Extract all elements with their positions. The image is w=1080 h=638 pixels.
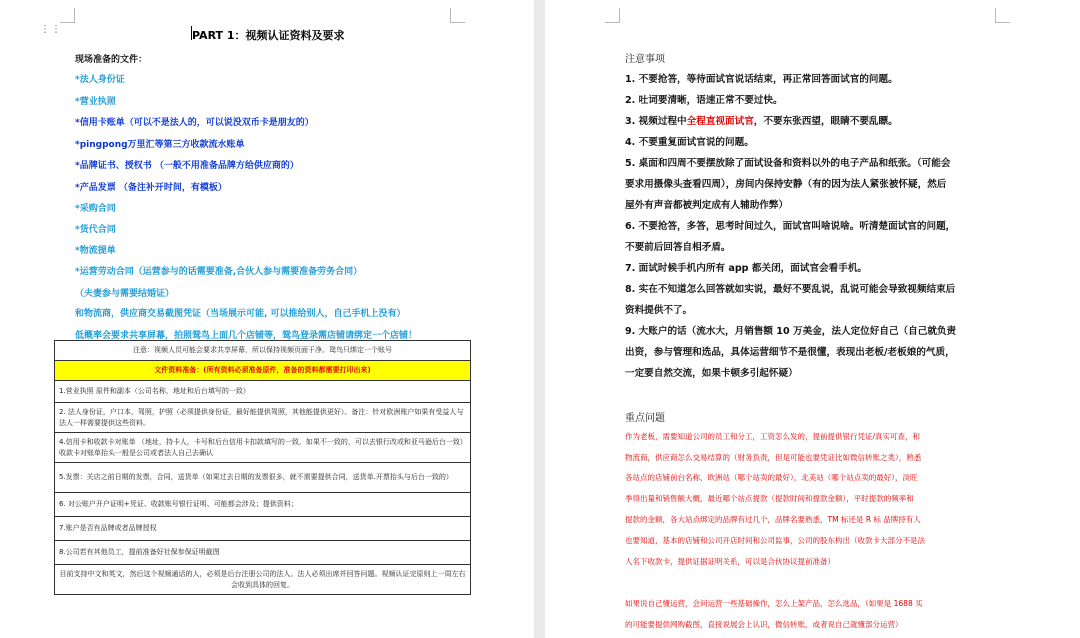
table-row	[55, 403, 471, 433]
requirements-table	[54, 340, 471, 595]
table-row	[55, 463, 471, 493]
key-question-line: 物流商，供应商怎么交易结算的（财务负责，但是可能也要凭证比如微信转账之类），熟悉	[625, 453, 922, 462]
note-line: 2. 吐词要清晰，语速正常不要过快。	[625, 95, 783, 106]
prep-item: 和物流商，供应商交易截图凭证（当场展示可能, 可以推给别人，自己手机上没有）	[75, 309, 406, 319]
table-row	[55, 341, 471, 361]
table-row	[55, 493, 471, 517]
key-question-line: 也要知道，基本的店铺和公司开店时间和公司监事，公司的股东构出（收款卡大部分不是法	[625, 536, 925, 545]
table-cell: 注意：视频人员可能会要求共享屏幕，所以保持视频页面干净。鸳鸟只绑定一个账号	[55, 341, 471, 361]
key-question-line: 的可能要提供网购截图，直接说展会上认识，微信转账，或者说自己就懂部分运营）	[625, 620, 903, 629]
key-question-line: 提款的金额，各大站点绑定的品牌有过几个，品牌名要熟悉，TM 标还是 R 标 品牌持有人	[625, 515, 921, 524]
table-cell: 2. 法人身份证，户口本，驾照，护照（必须提供身份证，最好能提供驾照，其他能提供更好）。备注：针对欧洲账户如果有受益人与法人一样需要提供这些资料。	[55, 403, 471, 433]
table-cell: 5.发票：关店之前日期的发票，合同，送货单（如果过去日期的发票很多，就不需要提供合同，送货单.开票抬头与后台一致的）	[55, 463, 471, 493]
table-cell: 1.营业执照 原件和副本（公司名称，地址和后台填写的一致）	[55, 381, 471, 403]
notes-heading: 注意事项	[625, 54, 665, 65]
key-question-line: 作为老板，需要知道公司的员工和分工，工资怎么发的，提前提供银行凭证/真实可查，和	[625, 432, 921, 441]
key-questions-heading: 重点问题	[625, 413, 665, 424]
drag-handle-icon[interactable]: ⋮⋮	[40, 24, 62, 35]
prep-item: *信用卡账单（可以不是法人的，可以说没双币卡是朋友的）	[75, 118, 314, 128]
note-line: 1. 不要抢答，等待面试官说话结束，再正常回答面试官的问题。	[625, 74, 898, 85]
key-question-line: 各站点的店铺前台名称，欧洲站（哪个站卖的最好），北美站（哪个站点卖的最好），淡旺	[625, 473, 918, 482]
key-question-line: 如果说自己懂运营，会问运营一些基础操作，怎么上架产品，怎么选品，（如果是 1688 买	[625, 599, 923, 608]
prep-item: *运营劳动合同（运营参与的话需要准备,合伙人参与需要准备劳务合同）	[75, 267, 363, 277]
table-row	[55, 361, 471, 381]
note-line: 一定要自然交流，如果卡顿多引起怀疑）	[625, 368, 798, 379]
crop-mark-top-left	[605, 8, 620, 23]
note-line: 屋外有声音都被判定成有人辅助作弊）	[625, 200, 789, 211]
table-row	[55, 541, 471, 565]
note-line: 资料提供不了。	[625, 305, 693, 316]
prep-item: 现场准备的文件：	[75, 55, 148, 65]
document-title: PART 1：视频认证资料及要求	[192, 29, 345, 42]
prep-item: *产品发票 （备注补开时间，有模板）	[75, 183, 227, 193]
note-highlight: 全程直视面试官	[686, 116, 754, 127]
key-question-line: 人名下收款卡，提供证据证明关系，可以是合伙协议提前准备）	[625, 557, 835, 566]
crop-mark-top-right	[450, 8, 465, 23]
prep-item: *法人身份证	[75, 75, 125, 85]
prep-item: *营业执照	[75, 97, 116, 107]
note-line: 9. 大账户的话（流水大，月销售额 10 万美金，法人定位好自己（自己就负责	[625, 326, 957, 337]
note-line: 不要前后回答自相矛盾。	[625, 242, 731, 253]
crop-mark-top-left	[60, 8, 75, 23]
table-cell: 文件资料准备：(所有资料必须准备原件，准备的资料都需要打印出来)	[55, 361, 471, 381]
note-line: 要求用摄像头查看四周），房间内保持安静（有的因为法人紧张被怀疑，然后	[625, 179, 947, 190]
table-cell: 4.信用卡和收款卡对账单 （地址，持卡人，卡号和后台信用卡扣款填写的一致，如果不一致的，可以去银行改或和亚马逊后台一致）收款卡对账单抬头一般是公司或者法人自己去确认	[55, 433, 471, 463]
note-line: 7. 面试时候手机内所有 app 都关闭，面试官会看手机。	[625, 263, 868, 274]
key-question-line: 季得出量和销售额大概，最近哪个站点提款（提款时间和提款金额），平时提款的频率和	[625, 494, 914, 503]
prep-item: （夫妻参与需要结婚证）	[75, 289, 175, 299]
note-line: 5. 桌面和四周不要摆放除了面试设备和资料以外的电子产品和纸张。（可能会	[625, 158, 951, 169]
prep-item: *pingpong万里汇等第三方收款流水账单	[75, 140, 245, 150]
prep-item: 低概率会要求共享屏幕，拍照鸳鸟上面几个店铺等，鸳鸟登录需店铺请绑定一个店铺！	[75, 331, 418, 341]
crop-mark-top-right	[995, 8, 1010, 23]
table-row	[55, 565, 471, 595]
note-text: ，不要东张西望，眼睛不要乱瞟。	[753, 116, 898, 127]
table-cell: 8.公司若有其他员工，提前准备好社保参保证明截图	[55, 541, 471, 565]
table-cell: 7.账户是否有品牌或者品牌授权	[55, 517, 471, 541]
note-text: 3. 视频过程中	[625, 116, 687, 127]
prep-item: *采购合同	[75, 204, 116, 214]
left-page	[0, 0, 534, 638]
table-row	[55, 381, 471, 403]
note-line: 8. 实在不知道怎么回答就如实说，最好不要乱说，乱说可能会导致视频结束后	[625, 284, 956, 295]
note-line: 4. 不要重复面试官说的问题。	[625, 137, 754, 148]
table-row	[55, 517, 471, 541]
prep-item: *货代合同	[75, 225, 116, 235]
prep-item: *物流提单	[75, 246, 116, 256]
note-line	[625, 113, 898, 127]
table-cell: 6. 对公账户开户证明+凭证、收款账号银行证明、可能都会涉及；提供资料；	[55, 493, 471, 517]
prep-item: *品牌证书、授权书 （一般不用准备品牌方给供应商的）	[75, 161, 299, 171]
table-row	[55, 433, 471, 463]
note-line: 6. 不要抢答，多答，思考时间过久，面试官叫啥说啥。听清楚面试官的问题，	[625, 221, 956, 232]
table-cell: 目前支持中文和英文，然后这个视频通话的人，必须是后台注册公司的法人。法人必须出席并回答问题。视频认证完原则上一周左右会收到具体的回复。	[55, 565, 471, 595]
note-line: 出资，参与管理和选品，具体运营细节不是很懂，表现出老板/老板娘的气质，	[625, 347, 955, 358]
